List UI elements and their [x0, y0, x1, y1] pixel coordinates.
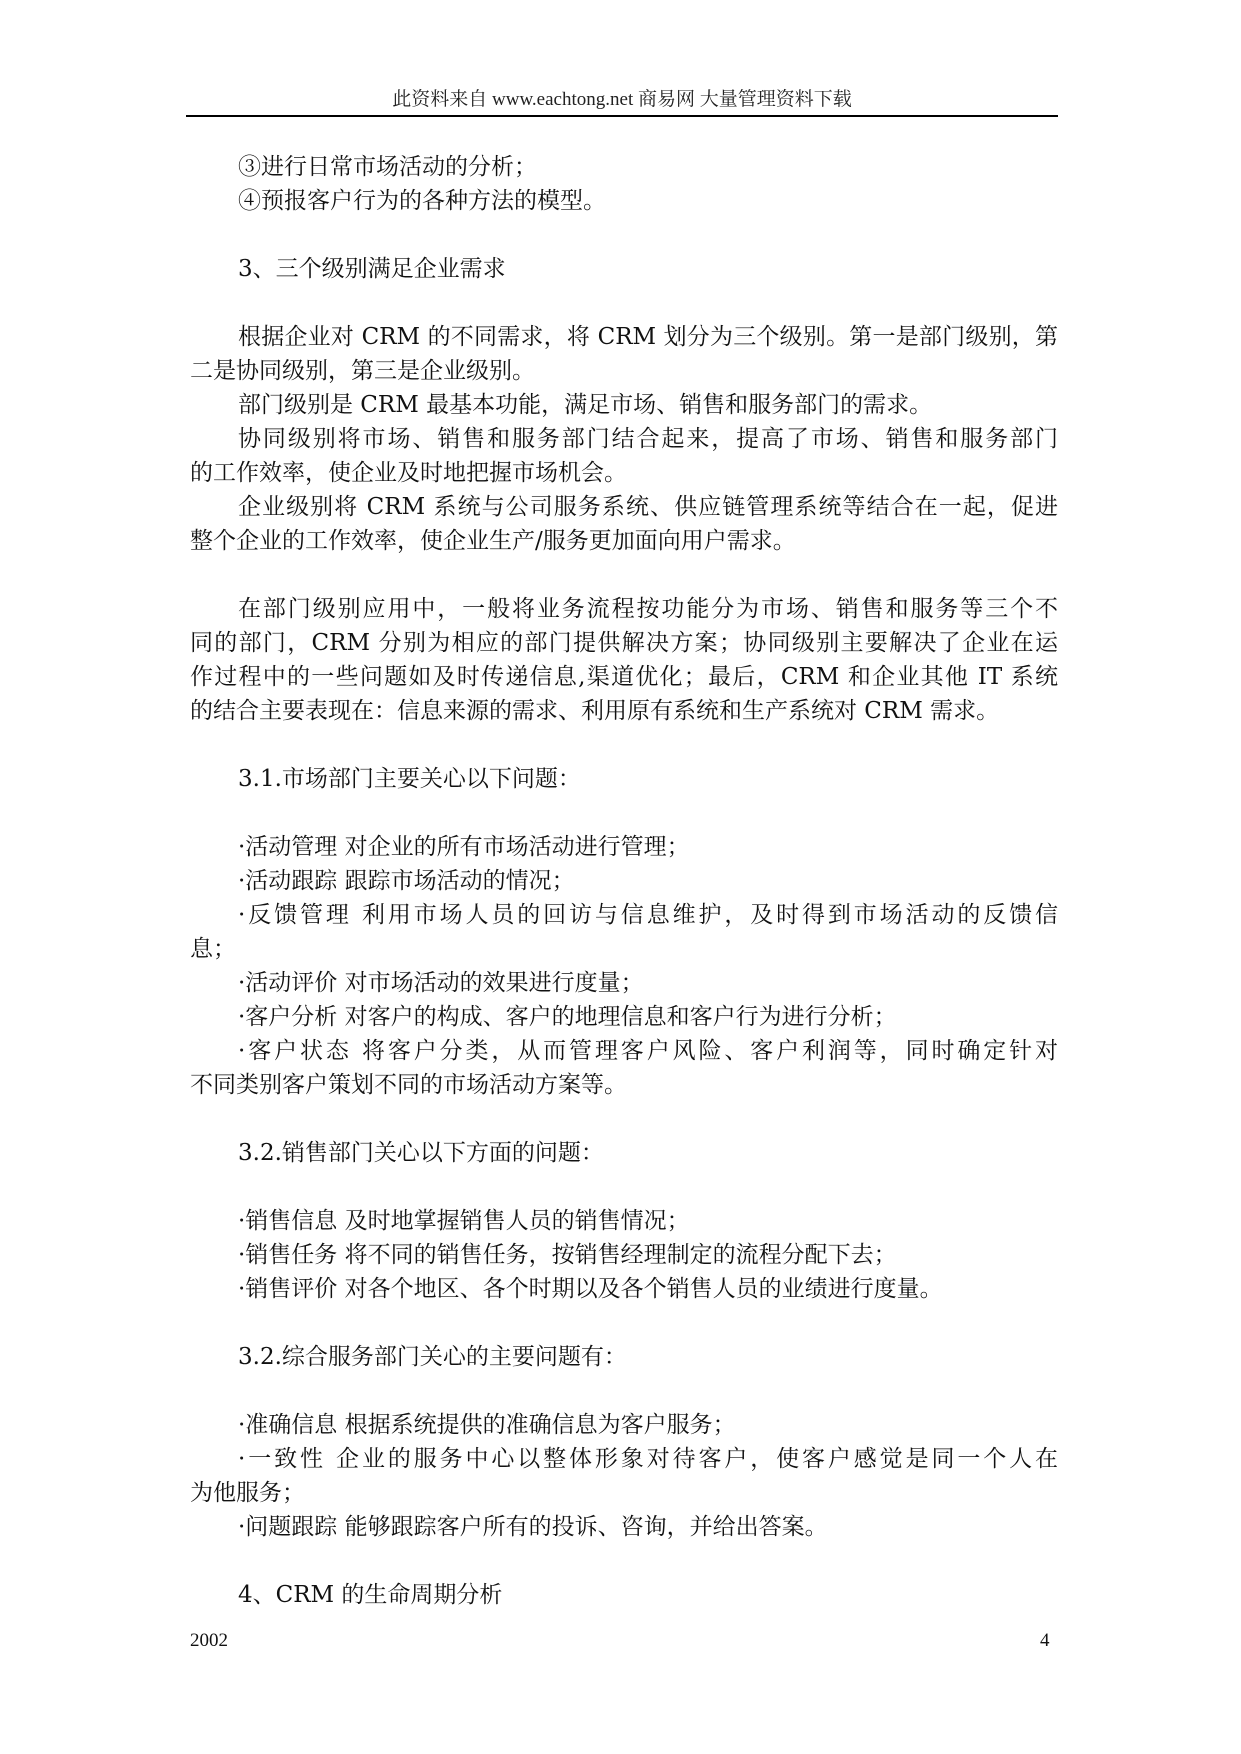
list-item: ·活动跟踪 跟踪市场活动的情况； — [238, 868, 575, 894]
list-item-continuation: 息； — [190, 936, 236, 962]
paragraph-line: 根据企业对 CRM 的不同需求，将 CRM 划分为三个级别。第一是部门级别，第 — [238, 324, 1058, 350]
list-item: ·问题跟踪 能够跟踪客户所有的投诉、咨询，并给出答案。 — [238, 1514, 828, 1540]
paragraph-line: ④预报客户行为的各种方法的模型。 — [238, 188, 606, 214]
list-item: ·客户分析 对客户的构成、客户的地理信息和客户行为进行分析； — [238, 1004, 897, 1030]
paragraph-line: 企业级别将 CRM 系统与公司服务系统、供应链管理系统等结合在一起，促进 — [238, 494, 1058, 520]
list-item-continuation: 不同类别客户策划不同的市场活动方案等。 — [190, 1072, 627, 1098]
paragraph-line: 的工作效率，使企业及时地把握市场机会。 — [190, 460, 627, 486]
list-item: ·活动管理 对企业的所有市场活动进行管理； — [238, 834, 690, 860]
footer-year: 2002 — [190, 1630, 228, 1651]
list-item: ·一致性 企业的服务中心以整体形象对待客户，使客户感觉是同一个人在 — [238, 1446, 1058, 1472]
page-number: 4 — [1040, 1630, 1050, 1651]
paragraph-line: 在部门级别应用中，一般将业务流程按功能分为市场、销售和服务等三个不 — [238, 596, 1058, 622]
list-item: ·准确信息 根据系统提供的准确信息为客户服务； — [238, 1412, 736, 1438]
list-item: ·反馈管理 利用市场人员的回访与信息维护，及时得到市场活动的反馈信 — [238, 902, 1058, 928]
section-heading: 3.2.综合服务部门关心的主要问题有： — [238, 1344, 627, 1370]
paragraph-line: 整个企业的工作效率，使企业生产/服务更加面向用户需求。 — [190, 528, 796, 554]
list-item: ·客户状态 将客户分类，从而管理客户风险、客户利润等，同时确定针对 — [238, 1038, 1058, 1064]
list-item: ·销售任务 将不同的销售任务，按销售经理制定的流程分配下去； — [238, 1242, 897, 1268]
list-item: ·销售信息 及时地掌握销售人员的销售情况； — [238, 1208, 690, 1234]
section-heading: 3.2.销售部门关心以下方面的问题： — [238, 1140, 604, 1166]
list-item: ·销售评价 对各个地区、各个时期以及各个销售人员的业绩进行度量。 — [238, 1276, 943, 1302]
section-heading: 4、CRM 的生命周期分析 — [238, 1582, 503, 1608]
page-header: 此资料来自 www.eachtong.net 商易网 大量管理资料下载 — [392, 89, 852, 110]
section-heading: 3、三个级别满足企业需求 — [238, 256, 506, 282]
paragraph-line: 作过程中的一些问题如及时传递信息,渠道优化；最后，CRM 和企业其他 IT 系统 — [190, 664, 1058, 690]
paragraph-line: 的结合主要表现在：信息来源的需求、利用原有系统和生产系统对 CRM 需求。 — [190, 698, 1000, 724]
document-body — [190, 150, 1058, 1612]
list-item-continuation: 为他服务； — [190, 1480, 305, 1506]
paragraph-line: 二是协同级别，第三是企业级别。 — [190, 358, 535, 384]
paragraph-line: ③进行日常市场活动的分析； — [238, 154, 537, 180]
list-item: ·活动评价 对市场活动的效果进行度量； — [238, 970, 644, 996]
header-divider — [186, 115, 1058, 117]
section-heading: 3.1.市场部门主要关心以下问题： — [238, 766, 581, 792]
paragraph-line: 协同级别将市场、销售和服务部门结合起来，提高了市场、销售和服务部门 — [238, 426, 1058, 452]
paragraph-line: 部门级别是 CRM 最基本功能，满足市场、销售和服务部门的需求。 — [238, 392, 933, 418]
paragraph-line: 同的部门，CRM 分别为相应的部门提供解决方案；协同级别主要解决了企业在运 — [190, 630, 1058, 656]
